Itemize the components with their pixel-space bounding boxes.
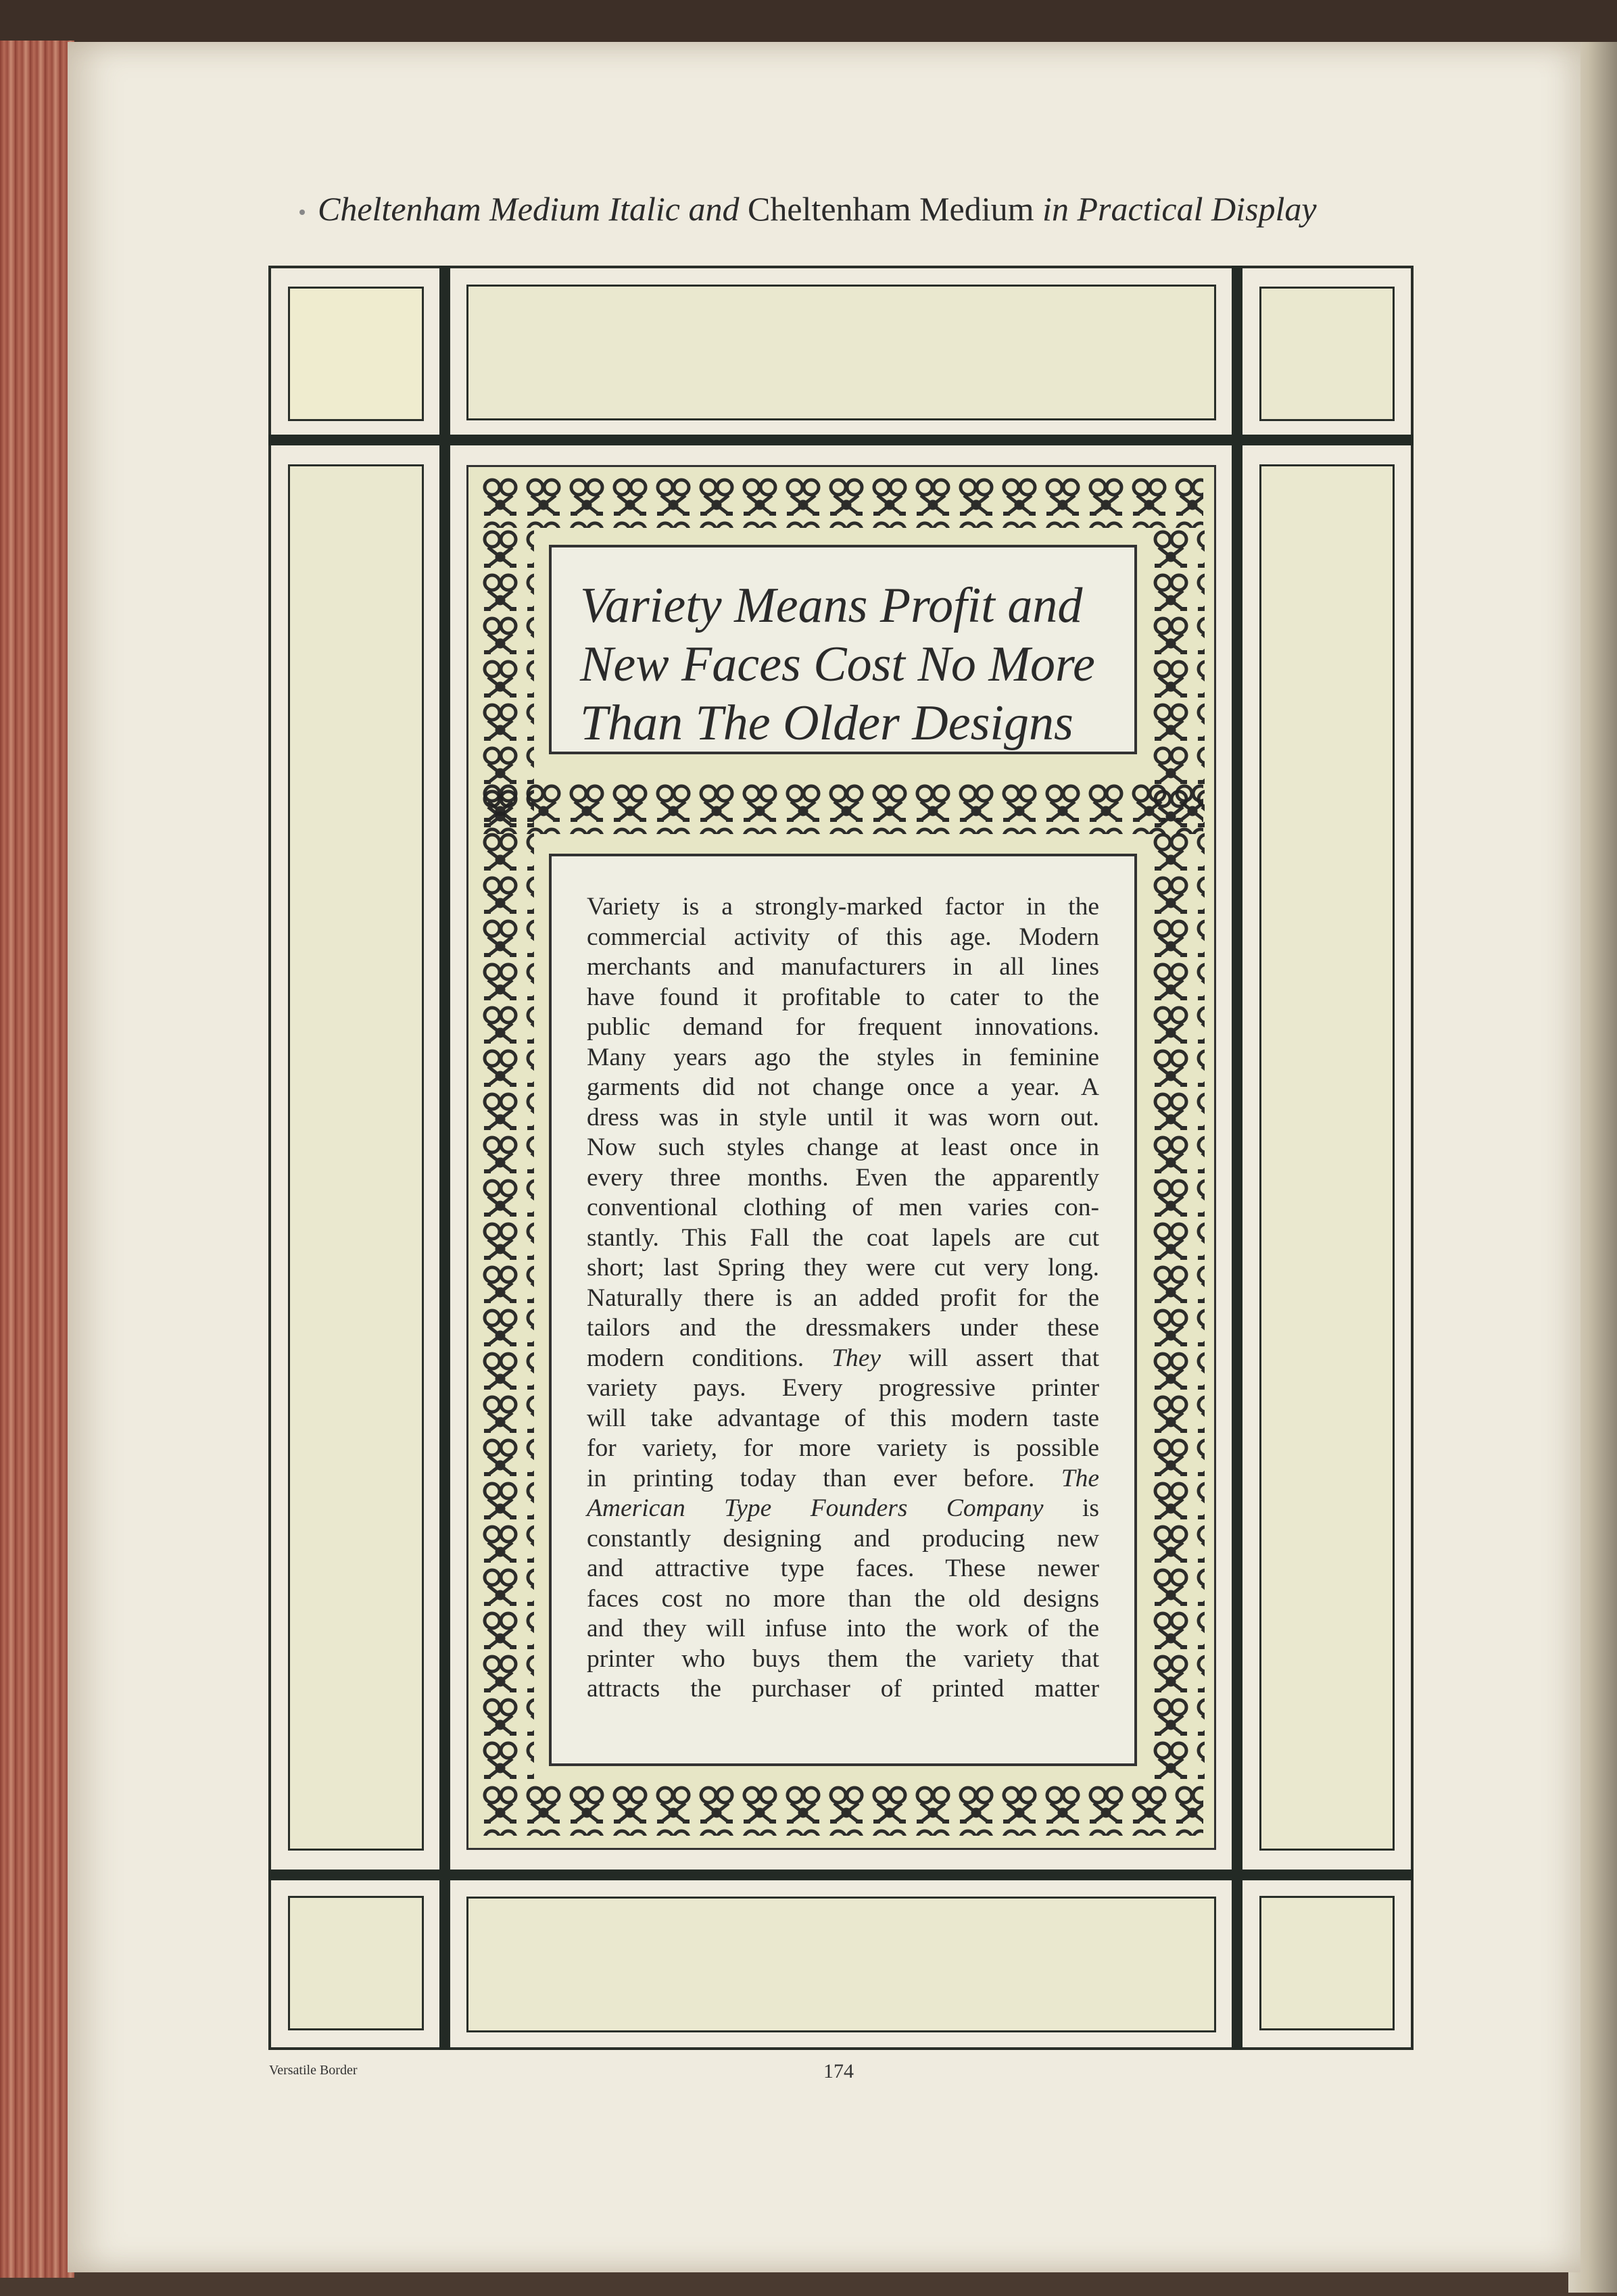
headline bbox=[580, 577, 1121, 753]
body-emphasis: American Type Founders Company bbox=[587, 1494, 1044, 1522]
body-segment: will assert that bbox=[909, 1344, 1100, 1372]
body-line: every three months. Even the apparently bbox=[587, 1163, 1099, 1192]
side-cell-bottom bbox=[466, 1897, 1216, 2032]
border-caption: Versatile Border bbox=[269, 2063, 358, 2078]
body-line: variety pays. Every progressive printer bbox=[587, 1374, 1099, 1402]
header-part-2: and bbox=[688, 190, 740, 228]
ornament-band-right bbox=[1149, 527, 1205, 1784]
body-segment: in printing today than ever before. bbox=[587, 1464, 1035, 1492]
body-segment: is bbox=[1082, 1494, 1099, 1522]
book-spine-edge bbox=[0, 41, 74, 2278]
body-emphasis: They bbox=[831, 1344, 882, 1372]
page-header bbox=[318, 189, 1372, 250]
body-text bbox=[587, 892, 1099, 1705]
body-line bbox=[587, 1494, 1099, 1524]
body-line: and attractive type faces. These newer bbox=[587, 1555, 1099, 1582]
body-line: Variety is a strongly-marked factor in the bbox=[587, 893, 1099, 921]
body-line: have found it profitable to cater to the bbox=[587, 983, 1099, 1011]
corner-cell-top-left bbox=[288, 287, 424, 421]
body-emphasis: The bbox=[1061, 1464, 1099, 1492]
headline-line-1: Variety Means Profit and bbox=[580, 578, 1083, 633]
body-line: merchants and manufacturers in all lines bbox=[587, 953, 1099, 981]
side-cell-left bbox=[288, 464, 424, 1851]
side-cell-right bbox=[1259, 464, 1395, 1851]
corner-cell-bottom-left bbox=[288, 1896, 424, 2030]
body-segment: modern conditions. bbox=[587, 1344, 804, 1372]
header-part-3: Cheltenham Medium bbox=[748, 190, 1034, 228]
body-line: and they will infuse into the work of the bbox=[587, 1615, 1099, 1642]
body-line: dress was in style until it was worn out. bbox=[587, 1103, 1099, 1131]
body-line: constantly designing and producing new bbox=[587, 1524, 1099, 1553]
body-line: attracts the purchaser of printed matter bbox=[587, 1675, 1099, 1703]
page-number: 174 bbox=[823, 2060, 854, 2082]
header-part-1: Cheltenham Medium Italic bbox=[318, 190, 680, 228]
ornament-band-bottom bbox=[479, 1783, 1203, 1836]
ornament-band-middle bbox=[479, 781, 1203, 834]
body-line: Now such styles change at least once in bbox=[587, 1133, 1099, 1161]
header-bullet bbox=[299, 210, 305, 215]
body-line: Naturally there is an added profit for the bbox=[587, 1284, 1099, 1312]
headline-line-2: New Faces Cost No More bbox=[580, 637, 1095, 692]
corner-cell-bottom-right bbox=[1259, 1896, 1395, 2030]
body-line: conventional clothing of men varies con- bbox=[587, 1194, 1099, 1221]
left-bar bbox=[439, 266, 450, 2050]
body-line: stantly. This Fall the coat lapels are cut bbox=[587, 1223, 1099, 1252]
body-line: Many years ago the styles in feminine bbox=[587, 1043, 1099, 1071]
body-line: for variety, for more variety is possible bbox=[587, 1434, 1099, 1462]
ornament-band-top bbox=[479, 475, 1203, 528]
body-line: garments did not change once a year. A bbox=[587, 1073, 1099, 1101]
body-line bbox=[587, 1464, 1099, 1494]
corner-cell-top-right bbox=[1259, 287, 1395, 421]
body-line: public demand for frequent innovations. bbox=[587, 1013, 1099, 1041]
right-bar bbox=[1232, 266, 1242, 2050]
header-part-4: in Practical Display bbox=[1042, 190, 1317, 228]
body-line: commercial activity of this age. Modern bbox=[587, 923, 1099, 951]
body-line: faces cost no more than the old designs bbox=[587, 1584, 1099, 1613]
body-line bbox=[587, 1344, 1099, 1374]
ornament-band-left bbox=[479, 527, 534, 1784]
headline-line-3: Than The Older Designs bbox=[580, 695, 1073, 751]
side-cell-top bbox=[466, 285, 1216, 420]
body-line: will take advantage of this modern taste bbox=[587, 1404, 1099, 1432]
body-line: tailors and the dressmakers under these bbox=[587, 1314, 1099, 1342]
body-line: printer who buys them the variety that bbox=[587, 1644, 1099, 1673]
book-top-edge bbox=[0, 0, 1617, 47]
body-line: short; last Spring they were cut very long. bbox=[587, 1254, 1099, 1281]
